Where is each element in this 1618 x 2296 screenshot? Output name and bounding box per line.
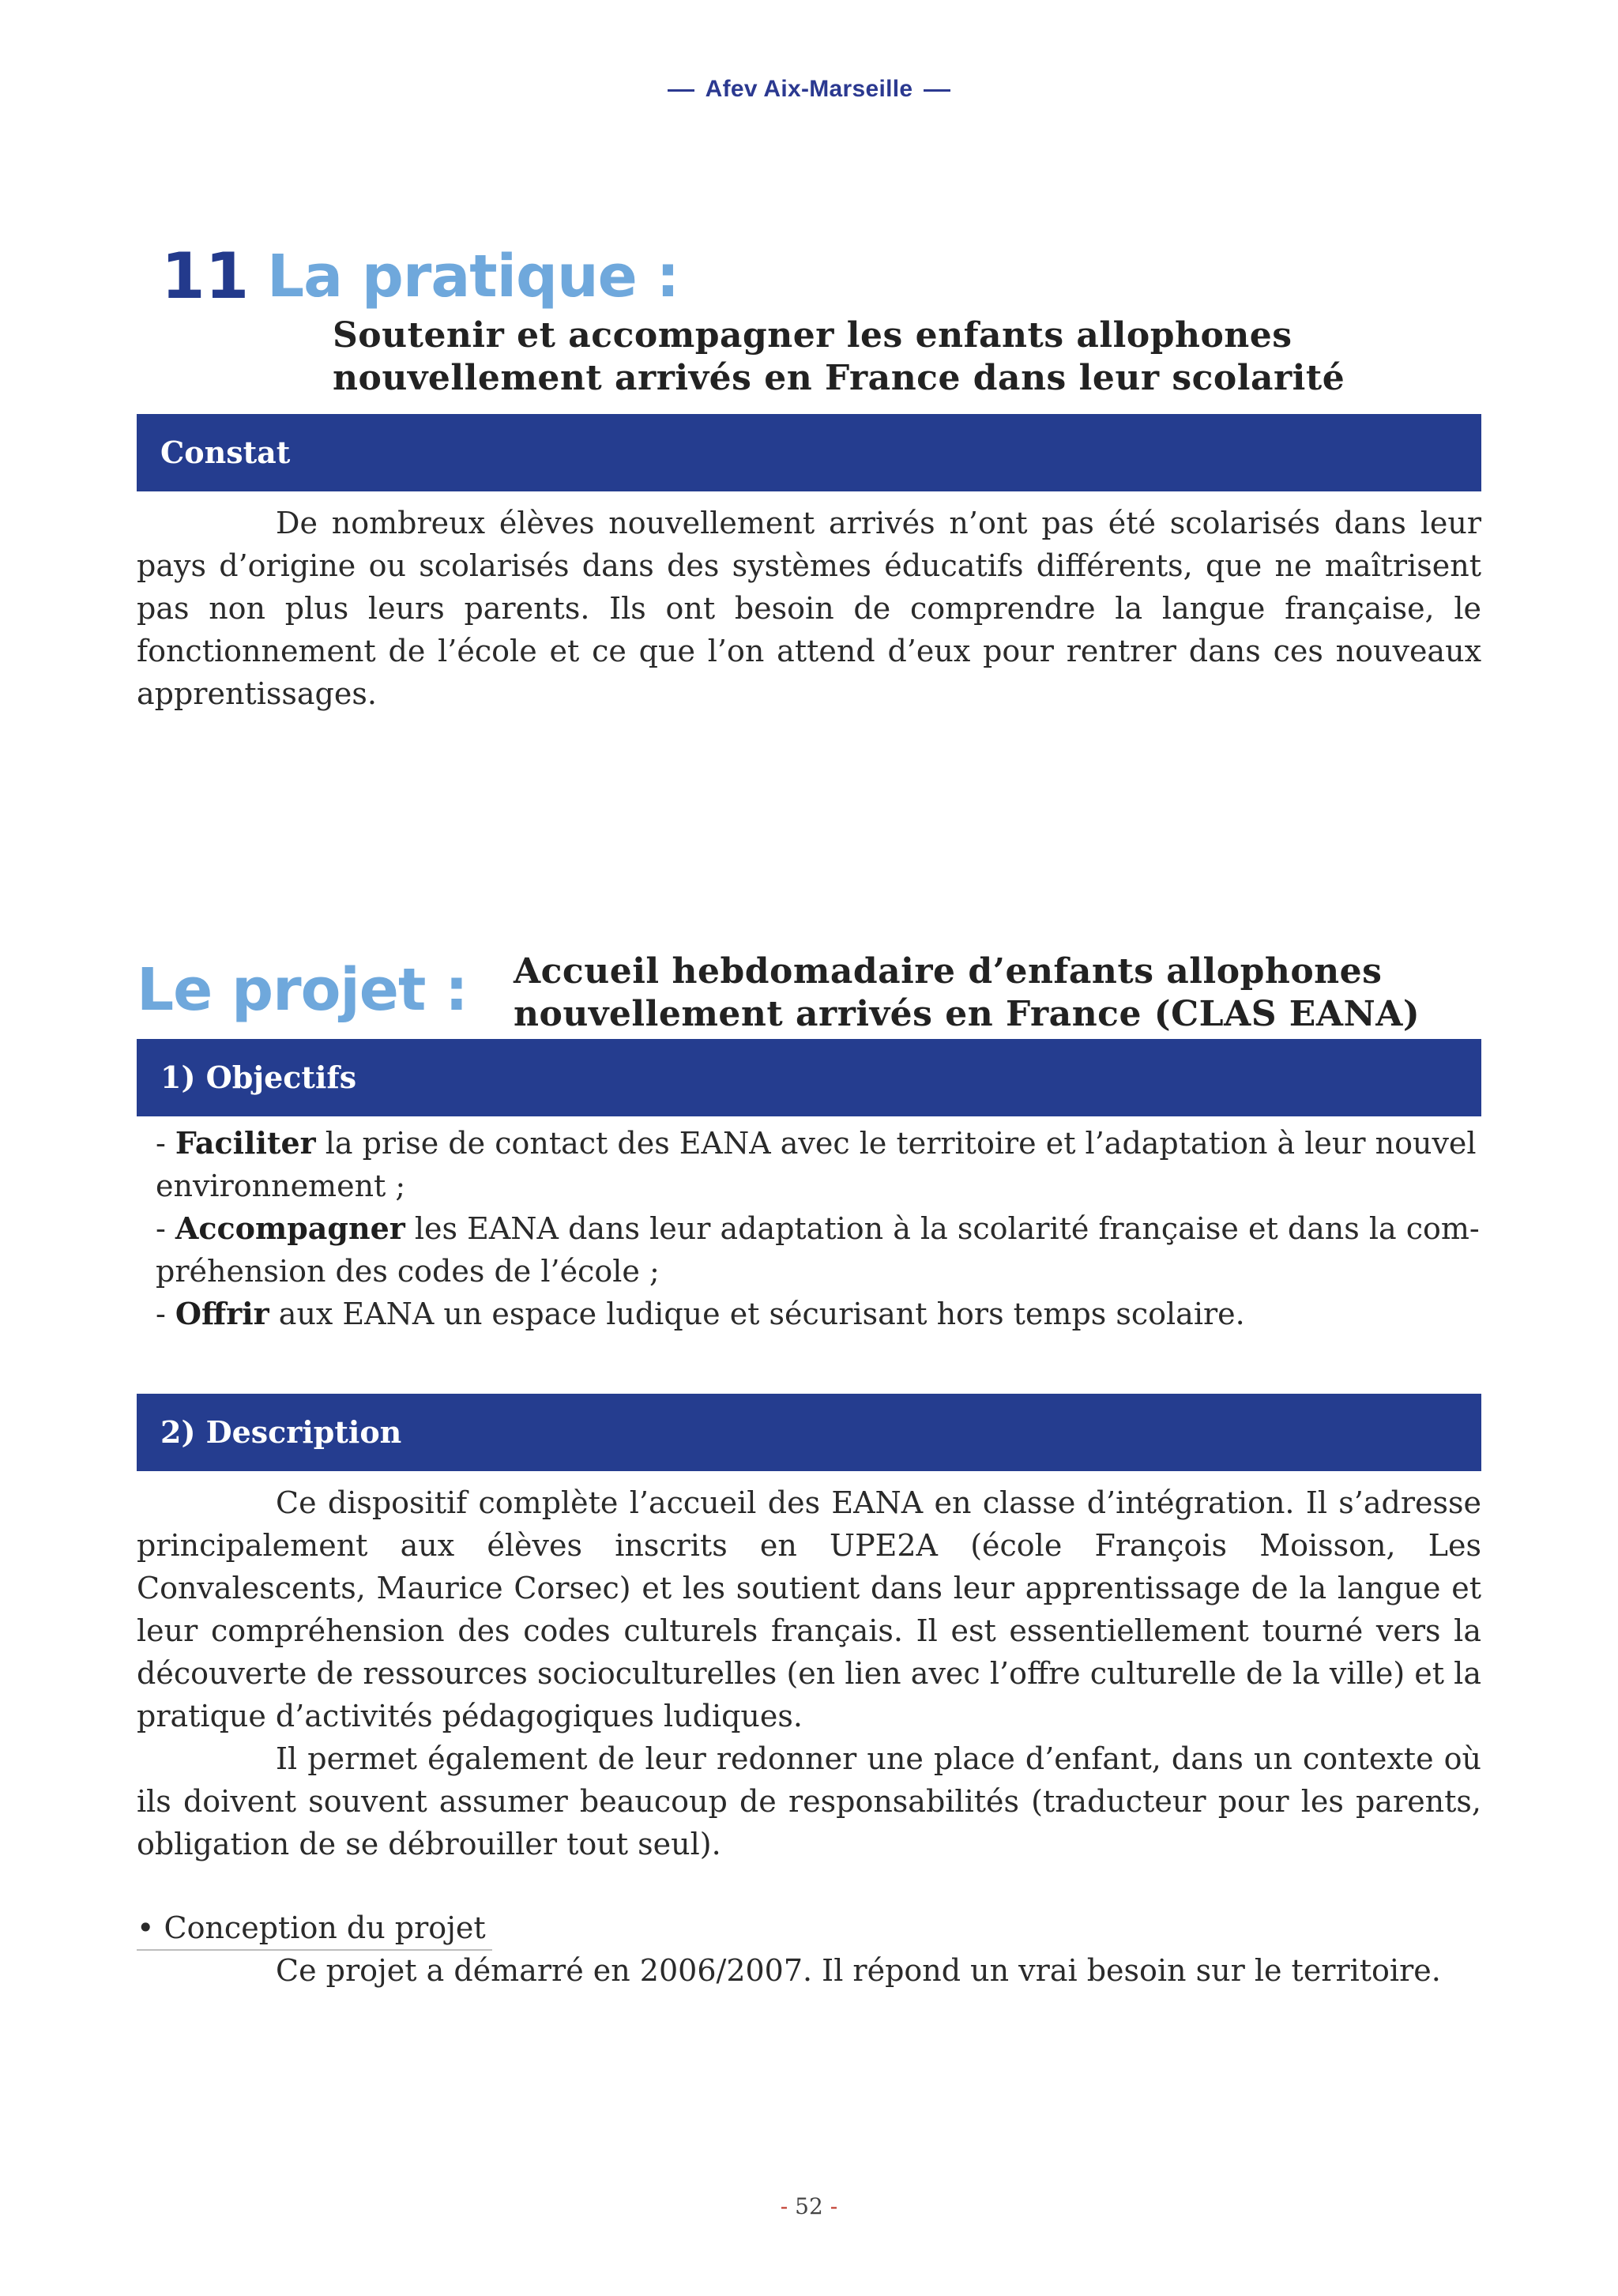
chapter-title: La pratique : — [267, 243, 679, 311]
list-item-keyword: Accompagner — [175, 1210, 405, 1246]
project-title-line1: Accueil hebdomadaire d’enfants allophones — [514, 951, 1383, 992]
constat-paragraph — [137, 502, 1481, 715]
description-paragraph-1: Ce dispositif complète l’accueil des EANA en classe d’intégration. Il s’adresse principalement aux élèves inscrits en UPE2A (école François Moisson, Les Convalescents, Maurice Corsec) et les soutient dans leur apprentissage de la langue et leur compréhension des codes culturels français. Il est essentiellement tourné vers la découverte de ressources socioculturelles (en lien avec l’offre culturelle de la ville) et la pratique d’activités pédagogiques ludiques. — [137, 1485, 1481, 1733]
description-paragraph-2: Il permet également de leur redonner une place d’enfant, dans un contexte où ils doivent souvent assumer beaucoup de responsabilités (traducteur pour les parents, obligation de se débrouiller tout seul). — [137, 1741, 1481, 1861]
running-header — [0, 76, 1618, 103]
objectifs-heading-bar: 1) Objectifs — [137, 1039, 1481, 1116]
constat-heading-bar: Constat — [137, 414, 1481, 491]
chapter-subtitle — [333, 314, 1518, 400]
constat-text: De nombreux élèves nouvellement arrivés n’ont pas été scolarisés dans leur pays d’origine ou scolarisés dans des systèmes éducatifs différents, que ne maîtrisent pas non plus leurs parents. Ils ont besoin de comprendre la langue française, le fonctionnement de l’école et ce que l’on attend d’eux pour rentrer dans ces nouveaux apprentissages. — [137, 506, 1481, 711]
list-item-keyword: Offrir — [175, 1296, 269, 1331]
description-heading-bar: 2) Description — [137, 1394, 1481, 1471]
list-item-keyword: Faciliter — [175, 1125, 316, 1161]
list-item: - Faciliter la prise de contact des EANA avec le territoire et l’adaptation à leur nouvel — [156, 1125, 1477, 1161]
description-paragraphs — [137, 1481, 1481, 1865]
page-number: - 52 - — [780, 2193, 838, 2219]
list-item: - Offrir aux EANA un espace ludique et sécurisant hors temps scolaire. — [156, 1296, 1245, 1331]
header-dash-right — [924, 89, 950, 92]
project-title-line2: nouvellement arrivés en France (CLAS EANA) — [514, 994, 1420, 1034]
list-item: - Accompagner les EANA dans leur adaptation à la scolarité française et dans la com- — [156, 1210, 1480, 1246]
chapter-subtitle-line2: nouvellement arrivés en France dans leur scolarité — [333, 358, 1345, 398]
list-item-continuation: préhension des codes de l’école ; — [156, 1254, 660, 1289]
objectifs-list — [156, 1122, 1483, 1335]
project-label: Le projet : — [137, 956, 468, 1024]
conception-heading: • Conception du projet — [137, 1906, 492, 1951]
running-title: Afev Aix-Marseille — [705, 76, 913, 102]
page-number-value: 52 — [795, 2193, 823, 2219]
project-title — [514, 950, 1501, 1036]
list-item-continuation: environnement ; — [156, 1169, 406, 1203]
header-dash-left — [668, 89, 694, 92]
chapter-subtitle-line1: Soutenir et accompagner les enfants allophones — [333, 315, 1293, 356]
conception-text: Ce projet a démarré en 2006/2007. Il répond un vrai besoin sur le territoire. — [276, 1953, 1441, 1988]
chapter-number: 11 — [161, 239, 250, 313]
